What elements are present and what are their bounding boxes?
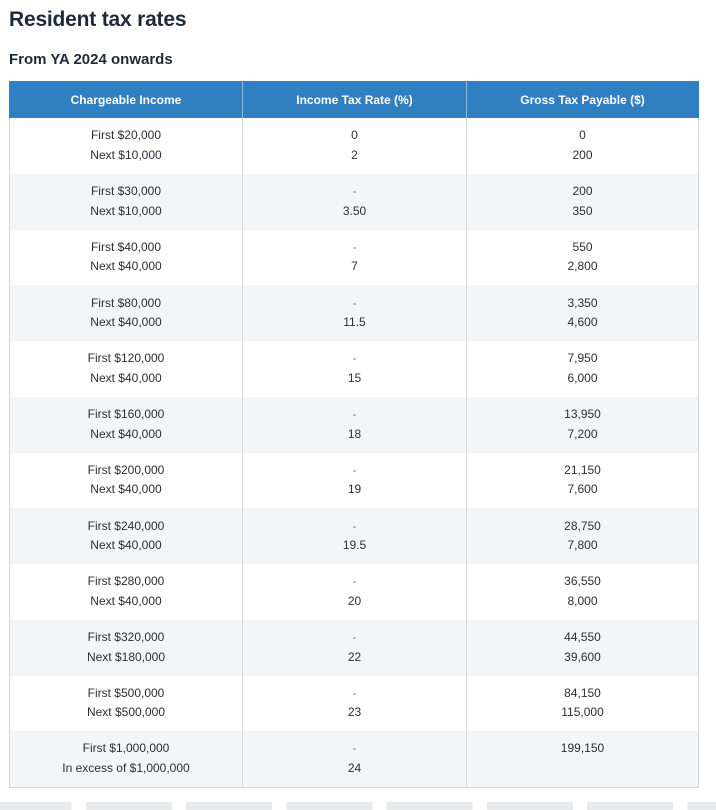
gross-tax-payable-cell xyxy=(467,453,699,509)
chargeable-income-cell xyxy=(10,341,243,397)
income-tax-rate-cell-line: 19.5 xyxy=(342,538,367,553)
gross-tax-payable-cell-line: 4,600 xyxy=(567,315,598,330)
income-tax-rate-cell-line: 23 xyxy=(347,705,362,720)
table-row xyxy=(10,230,699,286)
chargeable-income-cell-line: First $160,000 xyxy=(87,407,165,422)
chargeable-income-cell xyxy=(10,397,243,453)
table-row xyxy=(10,118,699,174)
gross-tax-payable-cell-line: 0 xyxy=(579,128,586,143)
chargeable-income-cell-line: Next $40,000 xyxy=(90,259,162,274)
income-tax-rate-cell xyxy=(243,174,467,230)
income-tax-rate-cell-line: 7 xyxy=(351,259,358,274)
income-tax-rate-cell-line: 0 xyxy=(351,128,358,143)
table-row xyxy=(10,285,699,341)
chargeable-income-cell-line: First $320,000 xyxy=(87,630,165,645)
income-tax-rate-cell-line: - xyxy=(352,685,357,700)
bottom-divider xyxy=(0,802,716,810)
chargeable-income-cell-line: Next $40,000 xyxy=(90,538,162,553)
income-tax-rate-cell-line: - xyxy=(352,741,357,756)
gross-tax-payable-cell xyxy=(467,620,699,676)
gross-tax-payable-cell-line: 2,800 xyxy=(567,259,598,274)
income-tax-rate-cell xyxy=(243,118,467,174)
table-row xyxy=(10,508,699,564)
chargeable-income-cell-line: First $30,000 xyxy=(90,184,162,199)
chargeable-income-cell-line: Next $40,000 xyxy=(90,370,162,385)
table-row xyxy=(10,620,699,676)
gross-tax-payable-cell xyxy=(467,285,699,341)
chargeable-income-cell-line: First $80,000 xyxy=(90,295,162,310)
gross-tax-payable-cell-line: 3,350 xyxy=(567,295,598,310)
chargeable-income-cell xyxy=(10,118,243,174)
income-tax-rate-cell-line: - xyxy=(352,351,357,366)
gross-tax-payable-cell-line: 6,000 xyxy=(567,370,598,385)
gross-tax-payable-cell-line: 21,150 xyxy=(564,462,601,477)
chargeable-income-cell xyxy=(10,285,243,341)
income-tax-rate-cell-line: 11.5 xyxy=(343,315,366,330)
income-tax-rate-cell xyxy=(243,341,467,397)
income-tax-rate-cell xyxy=(243,453,467,509)
income-tax-rate-cell-line: - xyxy=(352,239,357,254)
chargeable-income-cell-line: Next $40,000 xyxy=(90,426,162,441)
table-row xyxy=(10,341,699,397)
chargeable-income-cell-line: First $240,000 xyxy=(87,518,165,533)
chargeable-income-cell xyxy=(10,676,243,732)
gross-tax-payable-cell-line xyxy=(467,759,698,779)
income-tax-rate-cell xyxy=(243,230,467,286)
income-tax-rate-cell xyxy=(243,676,467,732)
table-row xyxy=(10,564,699,620)
gross-tax-payable-cell-line: 28,750 xyxy=(564,518,601,533)
income-tax-rate-cell-line: 2 xyxy=(351,147,358,162)
table-row xyxy=(10,397,699,453)
income-tax-rate-cell-line: - xyxy=(352,407,357,422)
page-subtitle: From YA 2024 onwards xyxy=(9,51,173,68)
income-tax-rate-cell-line: 22 xyxy=(347,649,362,664)
chargeable-income-cell-line: Next $10,000 xyxy=(90,203,162,218)
resident-tax-rates-table xyxy=(9,81,699,788)
gross-tax-payable-cell-line: 44,550 xyxy=(564,630,601,645)
income-tax-rate-cell-line: - xyxy=(352,518,357,533)
gross-tax-payable-cell xyxy=(467,508,699,564)
header-income-tax-rate: Income Tax Rate (%) xyxy=(243,81,467,118)
chargeable-income-cell xyxy=(10,453,243,509)
gross-tax-payable-cell xyxy=(467,341,699,397)
gross-tax-payable-cell-line: 36,550 xyxy=(564,574,601,589)
chargeable-income-cell xyxy=(10,508,243,564)
chargeable-income-cell xyxy=(10,731,243,787)
table-header xyxy=(10,81,699,118)
table-body xyxy=(10,118,699,787)
chargeable-income-cell-line: First $1,000,000 xyxy=(82,741,170,756)
income-tax-rate-cell xyxy=(243,731,467,787)
income-tax-rate-cell-line: - xyxy=(352,295,357,310)
chargeable-income-cell-line: First $20,000 xyxy=(90,128,162,143)
income-tax-rate-cell xyxy=(243,508,467,564)
gross-tax-payable-cell-line: 550 xyxy=(572,239,593,254)
income-tax-rate-cell xyxy=(243,397,467,453)
gross-tax-payable-cell-line: 84,150 xyxy=(564,685,601,700)
income-tax-rate-cell-line: 18 xyxy=(347,426,362,441)
income-tax-rate-cell-line: - xyxy=(352,574,357,589)
chargeable-income-cell-line: First $40,000 xyxy=(90,239,162,254)
income-tax-rate-cell-line: 3.50 xyxy=(342,203,367,218)
gross-tax-payable-cell-line: 7,200 xyxy=(567,426,598,441)
income-tax-rate-cell xyxy=(243,285,467,341)
income-tax-rate-cell-line: 15 xyxy=(347,370,362,385)
page-title: Resident tax rates xyxy=(9,8,187,31)
chargeable-income-cell xyxy=(10,620,243,676)
gross-tax-payable-cell xyxy=(467,118,699,174)
gross-tax-payable-cell xyxy=(467,731,699,787)
gross-tax-payable-cell xyxy=(467,397,699,453)
chargeable-income-cell-line: Next $40,000 xyxy=(90,315,162,330)
gross-tax-payable-cell-line: 200 xyxy=(572,147,593,162)
chargeable-income-cell-line: Next $40,000 xyxy=(90,593,162,608)
gross-tax-payable-cell-line: 8,000 xyxy=(567,593,598,608)
gross-tax-payable-cell-line: 200 xyxy=(572,184,593,199)
chargeable-income-cell xyxy=(10,174,243,230)
chargeable-income-cell xyxy=(10,230,243,286)
header-chargeable-income: Chargeable Income xyxy=(10,81,243,118)
income-tax-rate-cell-line: - xyxy=(352,184,357,199)
income-tax-rate-cell-line: 24 xyxy=(347,760,362,775)
chargeable-income-cell-line: Next $10,000 xyxy=(90,147,162,162)
chargeable-income-cell-line: Next $500,000 xyxy=(86,705,166,720)
gross-tax-payable-cell xyxy=(467,564,699,620)
income-tax-rate-cell-line: 20 xyxy=(347,593,362,608)
income-tax-rate-cell xyxy=(243,564,467,620)
gross-tax-payable-cell-line: 7,950 xyxy=(567,351,598,366)
header-gross-tax-payable: Gross Tax Payable ($) xyxy=(467,81,699,118)
gross-tax-payable-cell-line: 199,150 xyxy=(560,741,605,756)
chargeable-income-cell-line: First $280,000 xyxy=(87,574,165,589)
income-tax-rate-cell-line: - xyxy=(352,630,357,645)
table-header-row xyxy=(10,81,699,118)
gross-tax-payable-cell-line: 39,600 xyxy=(564,649,601,664)
chargeable-income-cell-line: In excess of $1,000,000 xyxy=(62,760,190,775)
chargeable-income-cell xyxy=(10,564,243,620)
chargeable-income-cell-line: Next $40,000 xyxy=(90,482,162,497)
gross-tax-payable-cell xyxy=(467,230,699,286)
income-tax-rate-cell-line: - xyxy=(352,462,357,477)
income-tax-rate-cell-line: 19 xyxy=(347,482,362,497)
table-row xyxy=(10,174,699,230)
table-row xyxy=(10,731,699,787)
gross-tax-payable-cell-line: 7,600 xyxy=(567,482,598,497)
income-tax-rate-cell xyxy=(243,620,467,676)
gross-tax-payable-cell-line: 115,000 xyxy=(561,705,604,720)
table-row xyxy=(10,453,699,509)
chargeable-income-cell-line: First $120,000 xyxy=(87,351,165,366)
table-row xyxy=(10,676,699,732)
gross-tax-payable-cell xyxy=(467,174,699,230)
gross-tax-payable-cell-line: 350 xyxy=(572,203,593,218)
chargeable-income-cell-line: First $200,000 xyxy=(87,462,165,477)
chargeable-income-cell-line: Next $180,000 xyxy=(86,649,166,664)
gross-tax-payable-cell-line: 13,950 xyxy=(564,407,601,422)
gross-tax-payable-cell-line: 7,800 xyxy=(567,538,598,553)
gross-tax-payable-cell xyxy=(467,676,699,732)
chargeable-income-cell-line: First $500,000 xyxy=(87,685,165,700)
